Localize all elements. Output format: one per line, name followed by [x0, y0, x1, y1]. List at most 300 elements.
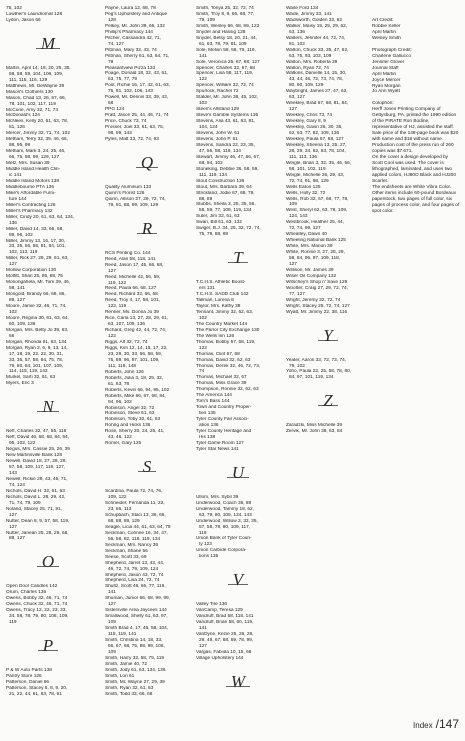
- index-entry-continuation: ation 136: [199, 423, 219, 429]
- index-entry: Negus, Mrs. Cassie 25, 26, 39: [6, 447, 70, 453]
- index-entry: Wells Eaton 125: [286, 184, 321, 190]
- index-entry-continuation: 66, 75, 98, 99, 129, 127: [9, 155, 60, 161]
- index-entry-continuation: 114, 115, 119, 143: [9, 369, 48, 375]
- index-entry-continuation: 84, 97, 101, 119, 134: [289, 375, 334, 381]
- index-entry-continuation: 61, 63, 78, 79, 81, 109: [199, 41, 247, 47]
- index-entry-continuation: 127: [289, 261, 297, 267]
- index-entry: PPG 124: [105, 107, 125, 113]
- index-entry-continuation: 63, 107, 109, 136: [108, 322, 145, 328]
- index-entry: Weekley, Gary 8, 9: [286, 119, 326, 125]
- index-entry-continuation: 47, 56, 58, 119, 134: [199, 148, 241, 154]
- index-entry: Thomas, Clint 67, 68: [196, 351, 240, 357]
- index-entry: Tallman, Lorena 8: [196, 298, 234, 304]
- index-entry: Spencer, William 32, 72, 74: [196, 83, 254, 89]
- index-entry: Shepherd, Jarret 13, 43, 44,: [105, 560, 165, 566]
- index-entry-continuation: 63, 79, 80, 109, 134, 143: [199, 512, 252, 518]
- index-entry: Vandruff, Brad 58, 118, 141: [196, 614, 254, 620]
- index-entry: Joyce Mercer: [372, 77, 401, 83]
- index-entry-continuation: 58, 101, 102, 119: [289, 166, 326, 172]
- index-entry: Miller, Jimmy 13, 16, 17, 30,: [6, 238, 66, 244]
- index-entry: Open Door Candles 142: [6, 584, 58, 590]
- index-entry-continuation: 66, 67, 68, 75, 88, 99, 106,: [108, 643, 165, 649]
- section-letter-heading: [105, 211, 189, 249]
- index-entry: Smith, Jamie 40, 72: [105, 661, 147, 667]
- index-entry: Neff, David 46, 68, 68, 84, 94,: [6, 435, 70, 441]
- index-entry: Spencer, Lisa 58, 117, 119,: [196, 71, 254, 77]
- index-entry: McCune, Amy 32, 71, 74: [6, 107, 59, 113]
- index-entry: McDonald's 124: [6, 113, 40, 119]
- index-entry: Mercer, Jimmy 32, 71, 74, 102: [6, 131, 70, 137]
- index-entry-continuation: 127: [9, 524, 17, 530]
- index-entry: Moore, Jamie 32, 46, 71, 74,: [6, 303, 67, 309]
- index-entry-continuation: 122: [199, 345, 207, 351]
- index-entry-continuation: 111, 115, 116, 129: [9, 77, 48, 83]
- index-entry: Morgan, Ryan 2, 6, 9, 13, 14,: [6, 345, 68, 351]
- index-entry: Weekley, Gavin 26, 30, 35,: [286, 125, 343, 131]
- index-entry: Middle Island Motors 139: [6, 178, 60, 184]
- index-entry: Nutter, Dean 8, 9, 57, 58, 119,: [6, 518, 70, 524]
- index-entry: Union Carbide Corpora-: [196, 548, 247, 554]
- index-entry-continuation: 66: [9, 333, 15, 339]
- index-entry: Weekley, Brad 67, 68, 81, 84,: [286, 101, 349, 107]
- index-entry: Newell, David 18, 27, 28, 29,: [6, 459, 67, 465]
- index-entry: T.C.H.S. SADD Club 142: [196, 292, 249, 298]
- index-entry: Yeater, Aaron 33, 72, 73, 74,: [286, 357, 347, 363]
- index-entry: Valley Tire 136: [196, 602, 228, 608]
- index-entry-continuation: 43, 44, 46, 72, 73, 74, 78,: [289, 77, 344, 83]
- index-entry: Newell, Rickie 29, 43, 46, 71,: [6, 476, 68, 482]
- index-entry: Robinson, Steve 61, 63: [105, 411, 155, 417]
- index-entry: Schneider, Fernanda 11, 22,: [105, 501, 165, 507]
- index-entry: Union Bank of Tyler Coun-: [196, 536, 252, 542]
- index-entry: Reed, Troy 4, 17, 58, 101,: [105, 298, 160, 304]
- index-entry-continuation: 122: [108, 334, 116, 340]
- index-entry-continuation: 104, 124: [199, 125, 218, 131]
- section-letter-heading: [105, 145, 189, 183]
- section-letter-heading: [196, 562, 280, 600]
- index-entry: Waybright, James 27, 47, 62,: [286, 89, 348, 95]
- index-entry: Seckman, Corinne 16, 34, 47,: [105, 530, 168, 536]
- index-entry-continuation: 58, 58, 59, 104, 106, 109,: [9, 71, 64, 77]
- index-entry-continuation: 94, 96, 102: [108, 399, 132, 405]
- index-entry: Underwood, Coach 36, 89: [196, 500, 252, 506]
- colophon-paragraph: The endsheets are White Vibra Color. Other items include 60-pound Bordeaux paperstock, two pages of full color, six pages of process color, and four pages of spot color.: [372, 184, 460, 214]
- index-entry: Walton, Ryan 72, 74: [286, 65, 329, 71]
- index-entry: Peg's Upholstery and Antique: [105, 11, 168, 17]
- index-entry-continuation: 109: [289, 202, 297, 208]
- index-entry-continuation: 74, 124: [9, 482, 25, 488]
- index-entry-continuation: 75, 81, 102, 106, 143: [108, 89, 153, 95]
- index-entry: Robinson, Toby 32, 61, 63: [105, 417, 161, 423]
- index-entry: Patterson, Stacey 5, 8, 9, 20,: [6, 685, 68, 691]
- index-entry: Seckman, Shane 56: [105, 548, 148, 554]
- index-entry: Wiser Oil Company 132: [286, 273, 337, 279]
- footer-slash: /: [435, 717, 439, 731]
- index-entry: Miller, David 14, 33, 66, 68,: [6, 226, 64, 232]
- index-entry: Village Upholstery 144: [196, 655, 244, 661]
- index-entry: Weigle, Brian 3, 32, 35, 46, 56,: [286, 160, 352, 166]
- index-entry-continuation: 72, 74, 99, 127: [289, 226, 321, 232]
- section-letter: N: [37, 404, 58, 412]
- index-entry: Sistersville Area Jaycees 144: [105, 608, 167, 614]
- index-entry-continuation: 62, 63, 77, 82, 109, 136: [289, 131, 340, 137]
- index-entry: Wade, Jimmy 33, 141: [286, 11, 332, 17]
- index-entry: Schupbach, Staci 13, 36, 66,: [105, 513, 166, 518]
- index-entry: Ryan Morgan: [372, 83, 401, 89]
- index-entry-continuation: 77, 127: [289, 291, 305, 297]
- footer-section-label: Index: [413, 721, 433, 730]
- index-entry: Tom's Bass 144: [196, 399, 230, 405]
- index-entry: Wheeling National Bank 125: [286, 238, 346, 244]
- index-entry: Stout, Mrs. Barbara 39, 64: [196, 184, 252, 190]
- index-entry: Stoneking, Debbie 36, 58, 59,: [196, 166, 259, 172]
- index-entry-continuation: 141: [199, 626, 207, 632]
- index-entry: Murkel, Sarti 32, 61, 63: [6, 375, 56, 381]
- index-entry: Thomas, Derek 32, 46, 72, 73,: [196, 363, 261, 369]
- index-entry-continuation: 63, 75, 77, 79: [108, 77, 138, 83]
- index-entry: Lydon, Jason 66: [6, 17, 41, 23]
- index-entry: Riggs, Kim 12, 14, 15, 17, 22,: [105, 345, 168, 351]
- index-entry: Suter, Jim 32, 61, 63: [196, 214, 240, 220]
- index-entry: Wright, Stacey 25, 72, 74, 127: [286, 303, 350, 309]
- index-entry: Stevens, John P. 61: [196, 136, 238, 142]
- index-entry: Moore, Regina 30, 61, 63, 64,: [6, 315, 69, 321]
- index-entry-continuation: 111, 113, 136: [289, 154, 317, 160]
- index-entry: Neff, Charles 32, 47, 55, 119: [6, 429, 67, 435]
- index-entry-continuation: 102, 113, 119: [9, 250, 38, 256]
- index-entry: Reed, Jason 17, 45, 66, 68,: [105, 262, 164, 268]
- index-entry: Strickland, Jodie 67, 68, 79,: [196, 190, 255, 196]
- index-entry: Miller, Cindy 20, 61, 63, 64, 134,: [6, 214, 75, 220]
- index-entry-continuation: 63, 127: [289, 95, 305, 101]
- index-entry-continuation: 71, 74, 79, 109: [9, 500, 41, 506]
- index-entry-continuation: 63, 75, 93, 103, 109: [289, 53, 332, 59]
- index-entry: Weigle, Michelle 26, 29, 43,: [286, 172, 345, 178]
- section-letter-heading: [105, 449, 189, 487]
- index-entry: Roberts, Mike 66, 67, 68, 84,: [105, 393, 166, 399]
- index-entry: Smith Brad 4, 17, 46, 58, 104,: [105, 626, 169, 632]
- page-number: 147: [438, 717, 459, 731]
- index-entry: Smith, Todd 33, 66, 68: [105, 691, 153, 697]
- index-entry: Nutter, Janean 25, 28, 29, 68,: [6, 530, 69, 536]
- index-entry: Richard, Greg 42, 44, 72, 74,: [105, 328, 167, 334]
- index-column-3: [196, 6, 280, 704]
- index-entry: Spurlock, Rachel 72: [196, 89, 239, 95]
- index-entry-continuation: 109: [108, 649, 116, 655]
- index-entry: Thomas, David 32, 62, 63: [196, 357, 251, 363]
- section-letter: Q: [136, 160, 158, 168]
- index-entry-continuation: 128: [108, 17, 116, 23]
- index-entry-continuation: 23, 29, 30, 33, 56, 58, 59,: [108, 351, 163, 357]
- index-entry: White, Ronnie 3, 27, 28, 29,: [286, 250, 345, 256]
- index-entry: Patterson, Daniel 66: [6, 680, 50, 686]
- index-entry: Reed, Paula 66, 68, 127: [105, 286, 157, 292]
- index-entry: Pelkey, Mr. John 39, 66, 132: [105, 23, 165, 29]
- index-entry: Reed, Alan 58, 118, 141: [105, 256, 156, 262]
- index-entry-continuation: 79, 109: [199, 17, 215, 23]
- index-entry: Post, Richie 16, 17, 42, 61, 63,: [105, 83, 170, 89]
- index-entry-continuation: 78, 101, 102, 117, 119: [9, 101, 56, 107]
- index-entry: Miller's Contracting 126: [6, 202, 56, 208]
- index-entry: Payne, Laura 12, 68, 78: [105, 6, 156, 11]
- index-entry: Stout Construction 136: [196, 178, 245, 184]
- index-entry: Roberts, Julia 3, 18, 25, 32,: [105, 375, 164, 381]
- index-entry: Sole, Melvin 58, 58, 76, 119,: [196, 47, 256, 53]
- index-entry-continuation: 79, 91, 88, 99, 109, 129: [108, 202, 159, 208]
- index-entry-continuation: 102: [9, 309, 17, 315]
- section-letter: M: [36, 41, 60, 49]
- index-entry: Mason, Chad 13, 26, 57, 66,: [6, 95, 66, 101]
- index-entry-continuation: 21, 22, 44, 61, 63, 78, 91: [9, 691, 62, 697]
- index-column-2: [105, 6, 189, 698]
- index-entry: Poage, Donald 18, 32, 43, 61,: [105, 71, 169, 77]
- index-entry: Mike's Affordable Furni-: [6, 190, 56, 196]
- index-entry: Watkins, Danielle 14, 15, 30,: [286, 71, 347, 77]
- index-entry-continuation: 57, 58, 78, 80, 109, 117,: [199, 524, 251, 530]
- section-letter: Y: [318, 333, 337, 341]
- index-entry: Seagle, Licia 44, 61, 63, 64, 79: [105, 524, 171, 530]
- section-letter-heading: [196, 240, 280, 278]
- index-entry-continuation: 23, 66, 113: [108, 507, 132, 513]
- index-entry: Smith, Lori 61: [105, 673, 135, 679]
- index-entry-continuation: 127: [9, 262, 17, 268]
- index-entry-continuation: 88, 95, 99: [9, 143, 31, 149]
- index-entry: Town and Country Proper-: [196, 405, 252, 411]
- index-entry: Pyles, Matt 33, 72, 74, 93: [105, 136, 159, 142]
- index-entry-continuation: 102: [199, 315, 207, 321]
- index-entry: Shultz, Scott 46, 66, 77, 119,: [105, 584, 166, 590]
- index-entry: New Martinsville Bank 128: [6, 453, 62, 459]
- index-entry-continuation: 103: [199, 101, 207, 107]
- index-entry: Pittman, Sherry 61, 63, 64, 71,: [105, 53, 170, 59]
- index-entry: Scardina, Paula 72, 74, 76,: [105, 489, 163, 495]
- index-entry: Snyder and Hassig 128: [196, 29, 246, 35]
- index-entry-continuation: 88, 127: [9, 536, 25, 542]
- index-entry: Nichols, David H. 32, 61, 63: [6, 488, 65, 494]
- index-entry: Smith, Harry 32, 58, 75, 119: [105, 655, 165, 661]
- index-entry-continuation: 81, 102: [289, 41, 305, 47]
- index-entry: Underwood, Willow 3, 33, 35,: [196, 518, 258, 524]
- index-entry: Swan, Bill 61, 63, 132: [196, 220, 242, 226]
- index-entry-continuation: 43, 46, 122: [108, 435, 132, 441]
- section-letter: S: [138, 464, 157, 472]
- index-entry-continuation: 79, 102: [289, 363, 305, 369]
- index-entry-continuation: 74, 127: [108, 41, 124, 47]
- index-entry: Matthews, Mr. DeWayne 39: [6, 83, 65, 89]
- index-entry: Stewart, Jimmy 46, 47, 66, 67,: [196, 154, 261, 160]
- colophon-paragraph: On the cover a design developed by Scott Cool was used. The cover is lithographed, laminated, and uses two applied colors, HJ80O Black and HJ200 Scarlet.: [372, 155, 456, 184]
- index-entry: Noland, Stacey 25, 71, 91,: [6, 506, 62, 512]
- index-entry: Tyler County Fair Associ-: [196, 417, 249, 423]
- index-entry: Stevens, Alia 43, 61, 63, 81,: [196, 119, 256, 125]
- index-entry: Smith, Mr. Wayne 27, 29, 39: [105, 679, 165, 685]
- index-entry: Metz, Mrs. Susan 39: [6, 161, 50, 167]
- section-letter-heading: [196, 455, 280, 493]
- index-entry: Charlene Gallucco: [372, 53, 412, 59]
- index-entry: Shuman, Junior 66, 68, 99, 99,: [105, 596, 170, 602]
- index-entry-continuation: 127: [289, 107, 297, 113]
- index-entry: Willison, Mr. James 39: [286, 267, 334, 273]
- index-entry: Quinn, Allison 27, 29, 72, 74,: [105, 196, 166, 202]
- index-entry-continuation: ers 131: [199, 286, 215, 292]
- index-entry: Metham, Terry 32, 35, 46, 66,: [6, 137, 68, 143]
- section-letter-heading: [6, 544, 90, 582]
- index-entry-continuation: 127: [9, 512, 17, 518]
- index-entry-continuation: 119: [199, 530, 207, 536]
- index-entry-continuation: ties 135: [199, 411, 216, 417]
- index-entry: Wells, Holly 32, 72: [286, 190, 326, 196]
- index-entry: Lowther's Laundromat 128: [6, 11, 63, 17]
- index-entry-continuation: 141: [199, 53, 207, 59]
- section-letter: U: [227, 470, 249, 478]
- index-entry: 75, 102: [6, 6, 22, 11]
- index-entry: Miller, Rick 27, 28, 29, 61, 63,: [6, 256, 69, 262]
- index-entry: Wells, Rob 32, 67, 68, 77, 78,: [286, 196, 349, 202]
- index-entry: RCS Printing Co. 144: [105, 250, 151, 256]
- index-entry-continuation: 89, 96, 102: [9, 232, 33, 238]
- index-entry-continuation: 60, 109, 136: [9, 321, 36, 327]
- index-entry: Wadsworth, Golden 32, 62: [286, 17, 343, 23]
- index-entry-continuation: 115, 119, 141: [108, 632, 137, 638]
- index-entry: Mason's Clothiers 130: [6, 89, 53, 95]
- section-letter: V: [228, 577, 248, 585]
- index-entry: Smith, Tonya 25, 32, 72, 74: [196, 6, 254, 11]
- section-letter: W: [226, 679, 250, 687]
- index-entry: Steen's Allstand 129: [196, 107, 239, 113]
- index-entry-continuation: 33, 35, 57, 58, 64, 75, 78,: [9, 357, 64, 363]
- index-entry: Rice, Carla 13, 27, 28, 29, 61,: [105, 316, 169, 322]
- index-entry: The America 144: [196, 393, 232, 399]
- index-entry: Stevens, Sandra 22, 23, 35,: [196, 142, 255, 148]
- index-entry-continuation: 63, 136: [289, 29, 305, 35]
- index-entry: Walters, Jennifer 44, 72, 74,: [286, 35, 346, 41]
- index-entry: Colophon:: [372, 101, 394, 107]
- index-entry-continuation: 122: [199, 77, 207, 83]
- index-entry: Myers, Eric 3: [6, 381, 34, 387]
- index-entry-continuation: 46, 72, 74, 79, 109, 124: [108, 566, 159, 572]
- index-entry: Powell, Mr. Dennis 33, 39, 43,: [105, 95, 169, 101]
- index-entry: Wesley Smith: [372, 35, 401, 41]
- index-entry-continuation: 111, 119, 148: [108, 363, 136, 369]
- index-entry-continuation: 28, 29, 34, 62, 63, 78, 104,: [289, 148, 346, 154]
- index-entry: Walker, Maisy 15, 25, 29, 62,: [286, 23, 348, 29]
- index-entry: T.C.H.S. Athletic Boost-: [196, 280, 246, 286]
- index-entry: Martin, April 14, 18, 20, 25, 35,: [6, 65, 71, 71]
- index-entry-continuation: 111, 119, 134: [199, 172, 227, 178]
- index-entry: Middlebourne PTA 136: [6, 184, 54, 190]
- index-entry: Owens, Chuck 32, 46, 71, 74: [6, 602, 68, 608]
- index-entry-continuation: 143: [9, 471, 17, 476]
- index-entry: Quinn's Florist 126: [105, 190, 145, 196]
- index-entry-continuation: 98, 99, 143: [108, 131, 132, 137]
- index-entry-continuation: 81, 126: [9, 125, 25, 131]
- index-entry: Swiger, B.J. 34, 25, 32, 72, 74,: [196, 226, 261, 232]
- index-column-4: [286, 6, 370, 435]
- section-letter: R: [137, 226, 157, 234]
- section-letter: Z: [318, 398, 337, 406]
- index-entry: Tyler Game Room 127: [196, 440, 244, 446]
- index-entry-continuation: 33, 35, 56, 58, 81, 84, 101,: [9, 244, 66, 250]
- index-entry: Romer, Gary 125: [105, 441, 142, 447]
- index-entry-continuation: 109, 122: [108, 495, 127, 501]
- index-entry: Tennant, Jimmy 32, 62, 63,: [196, 309, 254, 315]
- index-entry-continuation: 58, 141: [9, 286, 25, 292]
- index-entry: Thomas, Miss Grace 39: [196, 381, 247, 387]
- index-entry: The Country Market 144: [196, 321, 248, 327]
- index-entry: Witschey's Shop n' Save 129: [286, 279, 348, 285]
- index-entry: Reed, Richard 32, 66, 68: [105, 292, 158, 298]
- index-entry: Phillip's Pharmacy 144: [105, 29, 153, 35]
- index-entry: The Parlor City Exchange 130: [196, 327, 260, 333]
- index-entry: The Wells Inn 126: [196, 333, 235, 339]
- index-entry: Jennifer Glover: [372, 59, 405, 65]
- index-entry: Tyler Star News 141: [196, 446, 239, 452]
- index-entry: Taylor, Mrs. Kathy 38: [196, 303, 241, 309]
- index-entry: Ullom, Mrs. Sybil 39: [196, 494, 239, 500]
- index-entry: Underwood, Tammy 18, 62,: [196, 506, 254, 512]
- section-letter-heading: [6, 389, 90, 427]
- index-entry-continuation: 58, 59, 77, 109, 119, 134: [199, 208, 252, 214]
- section-letter: P: [38, 643, 58, 651]
- index-entry: Morgan, Rhonda 61, 63, 134: [6, 339, 67, 345]
- index-entry: Smith, Christina 14, 18, 33,: [105, 638, 163, 644]
- section-letter: T: [228, 255, 247, 263]
- index-entry: Zaradzki, Miss Michelle 39: [286, 423, 342, 429]
- index-entry: Walton, Mrs. Roberta 39: [286, 59, 338, 65]
- index-entry: Weekley, Chris 73, 74: [286, 113, 333, 119]
- index-entry: Spencer, Charles 32, 67, 68: [196, 65, 255, 71]
- index-entry-continuation: His 138: [199, 434, 216, 440]
- index-entry-continuation: 74: [199, 369, 205, 375]
- index-entry-continuation: 68, 88, 89, 129: [108, 518, 140, 524]
- index-entry: Quality Aluminum 133: [105, 184, 152, 190]
- index-entry-continuation: 75, 79, 88, 99: [199, 232, 229, 238]
- index-entry: Weekley, Sheena 13, 25, 27,: [286, 142, 347, 148]
- index-entry: Vargas, Fabiola 10, 15, 68: [196, 649, 252, 655]
- section-letter-heading: [196, 664, 280, 702]
- index-entry-continuation: 88, 89: [199, 196, 213, 202]
- index-entry: Snyder, Betsy 18, 20, 21, 44,: [196, 35, 257, 41]
- index-entry: Smith, Wesley 66, 68, 99, 122: [196, 23, 260, 29]
- index-entry: Moffitt, Shari 25, 86, 68, 75: [6, 274, 63, 280]
- index-entry-continuation: 89, 127: [9, 298, 25, 304]
- index-entry: Jo Ann Wyatt: [372, 89, 400, 95]
- index-entry-continuation: 58, 84, 96, 97, 109, 118,: [289, 256, 341, 262]
- index-entry: Middle Island Health Clin-: [6, 167, 61, 173]
- index-entry: Walton, Chuck 33, 35, 47, 62,: [286, 47, 349, 53]
- index-entry-continuation: 119: [9, 620, 17, 626]
- index-entry: Smith, Jody 61, 63, 134, 136: [105, 667, 166, 673]
- index-entry: Morgan, Mrs. Betty Jo 39, 63,: [6, 327, 69, 333]
- index-entry: Westbrook, Heather 25, 44,: [286, 220, 344, 226]
- index-entry: Wright, Jeremy 32, 72, 74: [286, 297, 341, 303]
- index-entry: Robinson, Angel 32, 72: [105, 405, 155, 411]
- index-entry: Smith, Ryan 32, 61, 63: [105, 685, 154, 691]
- index-entry: Pratt, Jason 25, 44, 46, 71, 74: [105, 113, 169, 119]
- index-entry: Woofter, Craig 27, 29, 72, 74,: [286, 285, 348, 291]
- index-entry: Pleasantview Pizza 133: [105, 65, 156, 71]
- index-entry: Tyler County Heritage and: [196, 429, 252, 434]
- index-entry: Price, Chuck 73, 74: [105, 119, 147, 125]
- index-entry-continuation: 68, 94, 102: [199, 160, 223, 166]
- index-entry: West, Sheryl 62, 63, 78, 109,: [286, 208, 348, 214]
- page-footer: [413, 715, 459, 733]
- index-entry: Nichols, David L. 28, 29, 42,: [6, 494, 66, 500]
- index-entry-continuation: tions 135: [199, 554, 219, 560]
- index-entry: Riggs, Alf 32, 72, 74: [105, 340, 148, 346]
- index-entry: White, Mrs. Marion 39: [286, 244, 333, 250]
- index-entry-continuation: 119, 122: [108, 280, 127, 286]
